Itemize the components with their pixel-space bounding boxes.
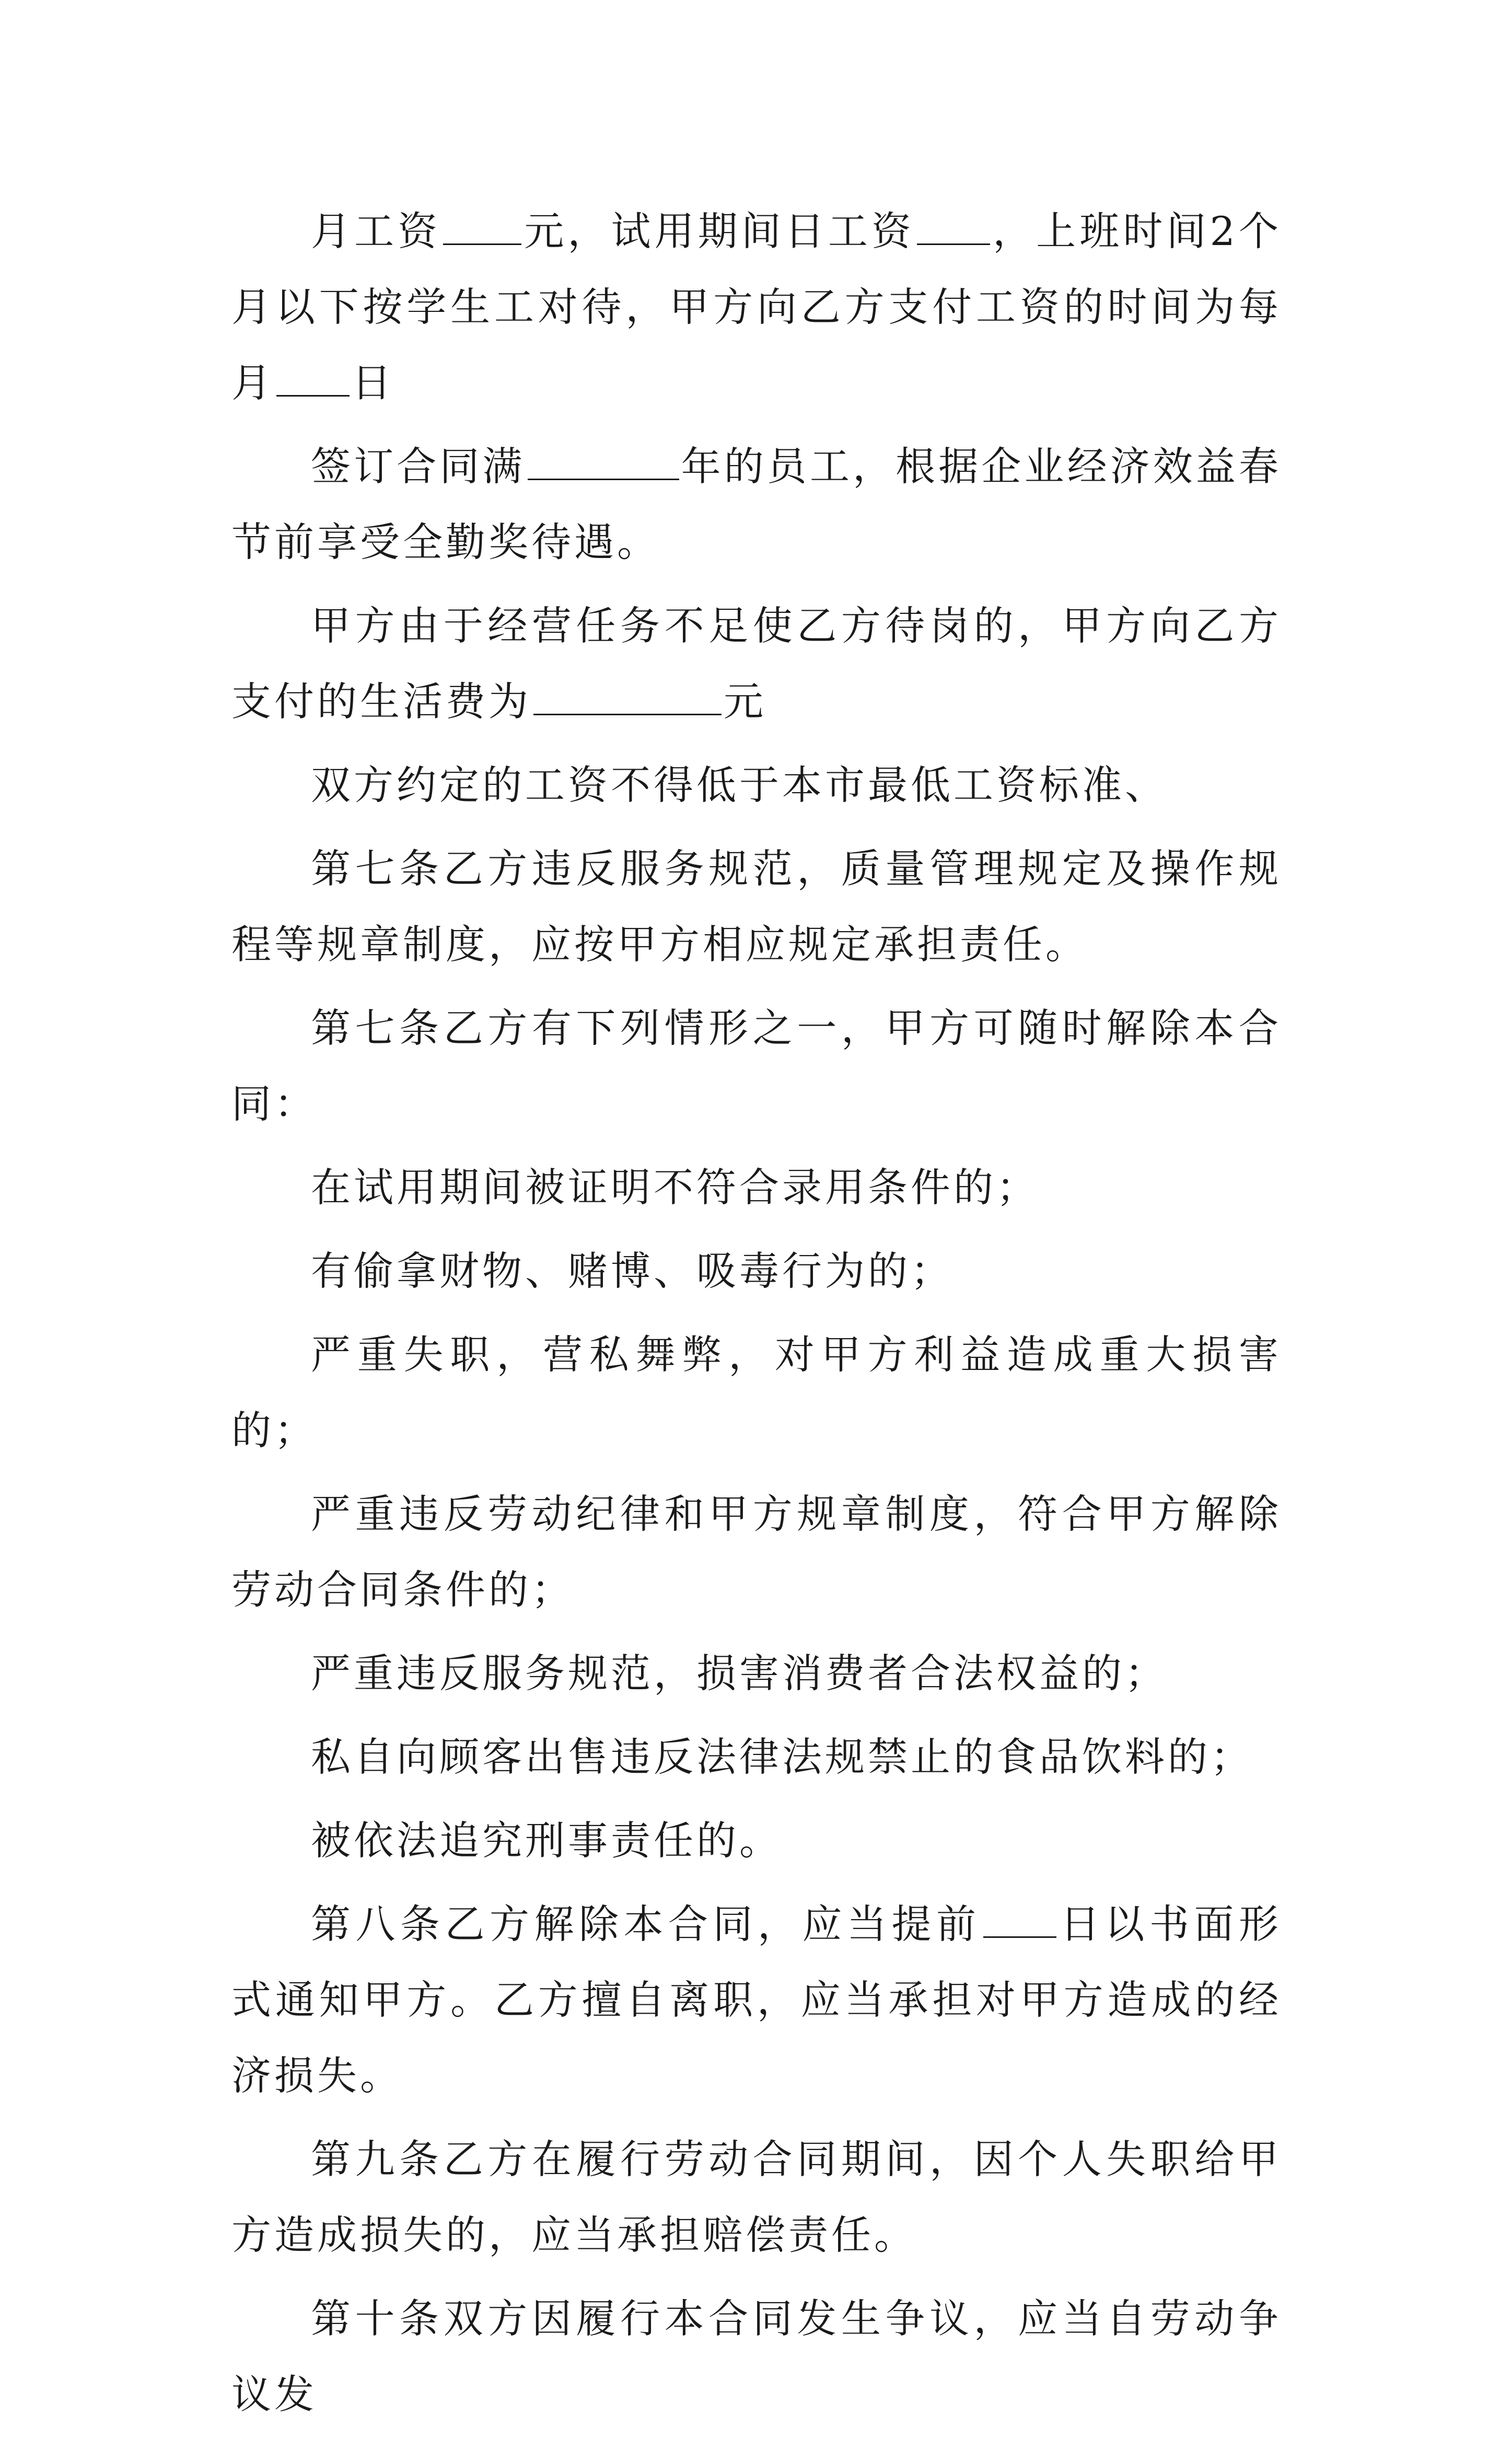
text-segment: 签订合同满 xyxy=(311,443,526,490)
list-item-theft-gambling: 有偷拿财物、赌博、吸毒行为的； xyxy=(311,1248,953,1294)
fill-blank-daily-wage xyxy=(917,210,990,245)
text-segment: 甲方由于经营任务不足使乙方待岗的，甲方向乙方支付的生活费为 xyxy=(231,602,1282,725)
paragraph-article-7-termination: 第七条乙方有下列情形之一，甲方可随时解除本合同： xyxy=(231,1005,1282,1127)
paragraph-article-8 xyxy=(231,1886,1282,2113)
text-segment: 元 xyxy=(724,678,766,725)
paragraph-attendance-bonus xyxy=(231,428,1282,580)
text-segment: 日以书面形式通知甲方。乙方擅自离职，应当承担对甲方造成的经济损失。 xyxy=(231,1901,1282,2099)
text-segment: 年的员工，根据企业经济效益春节前享受全勤奖待遇。 xyxy=(231,443,1282,565)
paragraph-article-10: 第十条双方因履行本合同发生争议，应当自劳动争议发 xyxy=(231,2295,1282,2418)
paragraph-standby-allowance xyxy=(231,588,1282,739)
paragraph-salary xyxy=(231,193,1282,421)
list-item-criminal: 被依法追究刑事责任的。 xyxy=(311,1817,782,1864)
list-item-service-norms: 严重违反服务规范，损害消费者合法权益的； xyxy=(311,1650,1168,1697)
fill-blank-monthly-salary xyxy=(443,210,521,245)
text-segment: 元，试用期间日工资 xyxy=(524,208,915,254)
paragraph-article-7-violation: 第七条乙方违反服务规范，质量管理规定及操作规程等规章制度，应按甲方相应规定承担责任。 xyxy=(231,845,1282,968)
list-item-dereliction: 严重失职，营私舞弊，对甲方利益造成重大损害的； xyxy=(231,1331,1282,1454)
fill-blank-pay-day xyxy=(276,362,350,397)
list-item-discipline: 严重违反劳动纪律和甲方规章制度，符合甲方解除劳动合同条件的； xyxy=(231,1491,1282,1613)
list-item-probation: 在试用期间被证明不符合录用条件的； xyxy=(311,1164,1039,1211)
paragraph-article-9: 第九条乙方在履行劳动合同期间，因个人失职给甲方造成损失的，应当承担赔偿责任。 xyxy=(231,2136,1282,2258)
paragraph-minimum-wage: 双方约定的工资不得低于本市最低工资标准、 xyxy=(311,762,1168,808)
fill-blank-notice-days xyxy=(983,1903,1056,1938)
text-segment: 月工资 xyxy=(311,208,441,254)
fill-blank-living-allowance xyxy=(533,680,722,715)
fill-blank-years xyxy=(528,445,679,480)
document-body xyxy=(231,193,1282,2440)
text-segment: 第八条乙方解除本合同，应当提前 xyxy=(311,1901,981,1947)
text-segment: 日 xyxy=(352,359,394,406)
text-segment: ，上班时间2个月以下按学生工对待，甲方向乙方支付工资的时间为每月 xyxy=(231,208,1282,406)
list-item-prohibited-goods: 私自向顾客出售违反法律法规禁止的食品饮料的； xyxy=(311,1734,1253,1780)
